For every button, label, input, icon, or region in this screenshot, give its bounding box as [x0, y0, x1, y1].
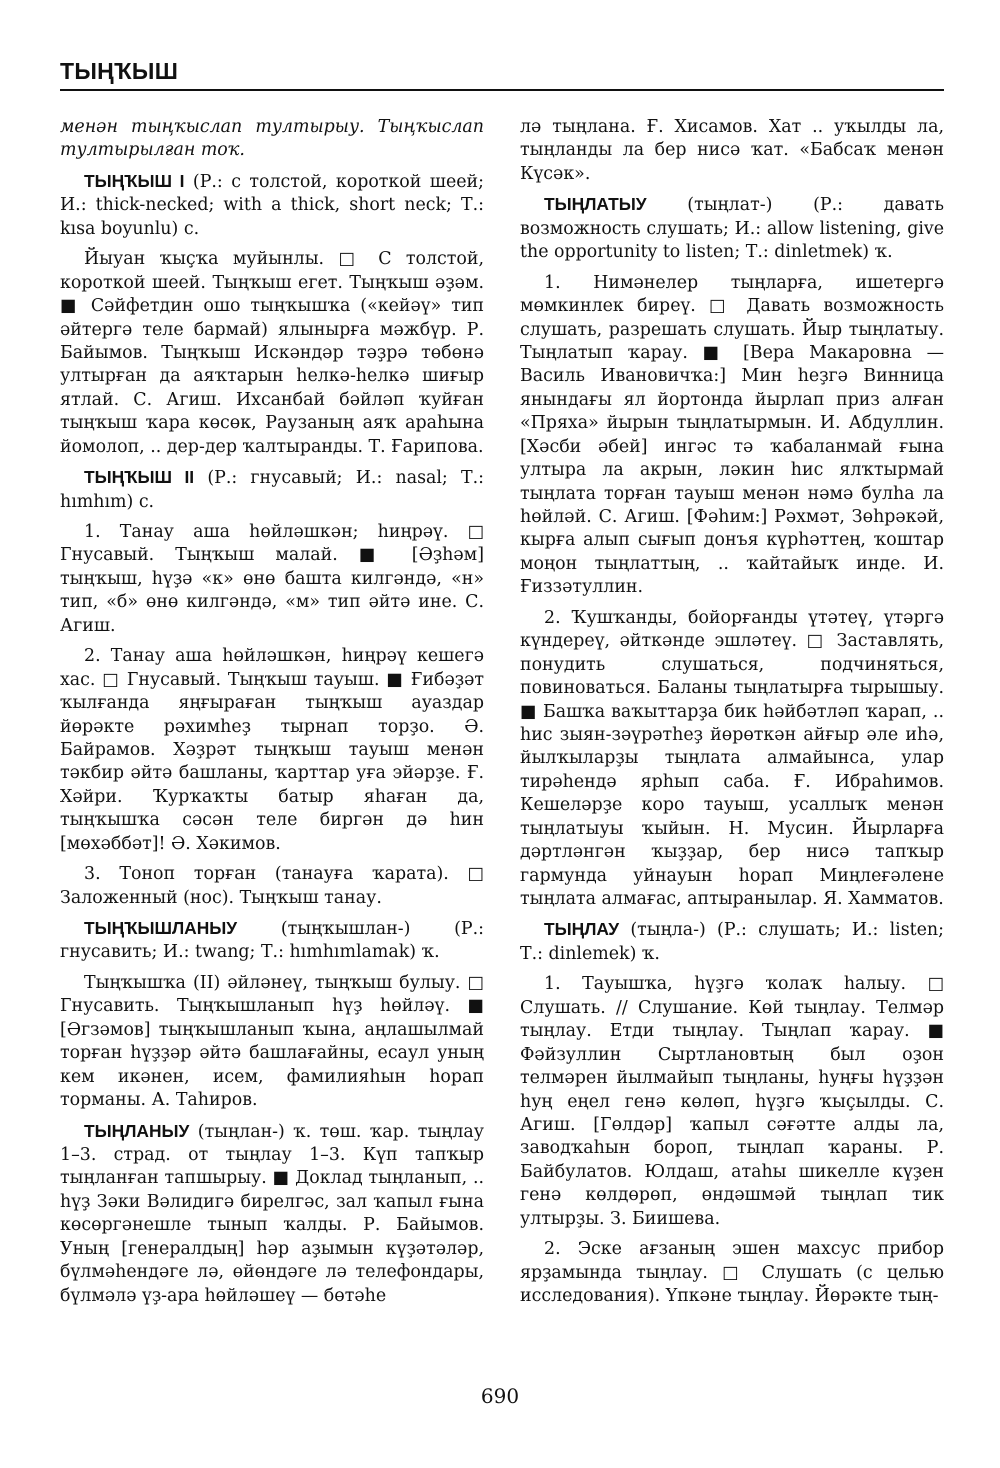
running-head: ТЫҢҠЫШ: [60, 58, 179, 84]
headword: ТЫҢЛАНЫУ: [84, 1120, 190, 1141]
sense-1: 1. Тауышҡа, һүҙгә ҡолаҡ һалыу. □ Слушать. // Слушание. Көй тыңлау. Телмәр тыңлау. Етди тыңлау. Тыңлап ҡарау. ■ Фәйзуллин Сыртлановтың был оҙон телмәрен йылмайып тыңланы, һуңғы һүҙҙән һуң еңел генә көлөп, һүҙгә ҡыҫылды. С. Агиш. [Гөлдәр] ҡапыл сәғәтте алды ла, заводҡаһын бороп, тыңлап ҡараны. Р. Байбулатов. Юлдаш, атаһы шикелле күҙен генә көлдөрөп, өндәшмәй тыңлап тик ултырҙы. З. Биишева.: [520, 974, 944, 1229]
sense-3: 3. Тоноп торған (танауға ҡарата). □ Заложенный (нос). Тыңҡыш танау.: [60, 864, 484, 908]
headword: ТЫҢЛАТЫУ: [544, 194, 647, 215]
entry-tynlau: [520, 918, 944, 966]
entry-head: (Р.: гнусавый; И.: nasal; Т.: hımhım) с.: [60, 468, 484, 512]
headword: ТЫҢЛАУ: [544, 919, 620, 940]
sense-2: 2. Танау аша һөйләшкән, һиңрәү кешегә хас. □ Гнусавый. Тыңҡыш тауыш. ■ Ғибәҙәт ҡылғанда яңғыраған тыңҡыш ауаздар йөрәкте рәхимһеҙ тырнап торҙо. Ә. Байрамов. Хәҙрәт тыңҡыш тауыш менән тәкбир әйтә башланы, ҡарттар уға эйәрҙе. Ғ. Хәйри. Ҡурҡаҡты батыр яһаған да, тыңҡышҡа сәсән теле биргән дә һин [мөхәббәт]! Ә. Хәкимов.: [60, 646, 484, 854]
entry-body: (тыңлан-) ҡ. төш. ҡар. тыңлау 1–3. страд. от тыңлау 1–3. Күп тапҡыр тыңланған тапшырыу. ■ Доклад тыңланып, .. һүҙ Зәки Вәлидигә бирелгәс, зал ҡапыл ғына көсөргәнешле тынып ҡалды. Р. Байымов. Уның [генералдың] һәр аҙымын күҙәтәләр, бүлмәһендәге лә, өйөндәге лә телефондары, бүлмәлә үҙ-ара һөйләшеү — бөтәһе: [60, 1121, 484, 1306]
left-column: [60, 116, 484, 1315]
entry-body: Тыңҡышҡа (II) әйләнеү, тыңҡыш булыу. □ Гнусавить. Тыңҡышланып һүҙ һөйләү. ■ [Әгзәмов] тыңҡышланып ҡына, аңлашылмай торған һүҙҙәр әйтә башлағайны, есаул уның кем икәнен, исем, фамилияһын һорап торманы. А. Таһиров.: [60, 972, 484, 1111]
sense-1: 1. Нимәнелер тыңларға, ишетергә мөмкинлек биреү. □ Давать возможность слушать, разрешать слушать. Йыр тыңлатыу. Тыңлатып ҡарау. ■ [Вера Макаровна — Василь Ивановичҡа:] Мин һеҙгә Винница янындағы ял йортонда йырлап приз алған «Пряха» йырын тыңлатырмын. И. Абдуллин. [Хәсби әбей] ингәс тә ҡабаланмай ғына ултыра ла акрын, ләкин һис ялҡтырмай тыңлата торған тауыш менән нәмә булһа ла һөйләй. С. Агиш. [Фәһим:] Рәхмәт, Зөһрәкәй, кырға алып сығып донъя күрһәттең, ҡоштар моңон тыңлаттың, .. ҡайтайыҡ инде. И. Ғиззәтуллин.: [520, 272, 944, 598]
entry-head: (Р.: с толстой, короткой шеей; И.: thick-necked; with a thick, short neck; Т.: kısa boyunlu) с.: [60, 171, 484, 239]
sense-2: 2. Ҡушҡанды, бойорғанды үтәтеү, үтәргә күндереү, әйткәнде эшләтеү. □ Заставлять, понудить слушаться, подчиняться, повиноваться. Баланы тыңлатырға тырышыу. ■ Башҡа ваҡыттарҙа бик һәйбәтләп ҡарап, .. һис зыян-зәүрәтһеҙ йөрөткән айғыр әле иһә, йылҡыларҙы тыңлата алмайынса, улар тирәһендә ярһып саба. Ғ. Ибраһимов. Кешеләрҙе коро тауыш, усаллыҡ менән тыңлатыуы ҡыйын. Н. Мусин. Йырларға дәртләнгән ҡыҙҙар, бер нисә тапҡыр гармунда уйнауын һорап Миңлеғәлене тыңлата алмағас, аптыранылар. Я. Хамматов.: [520, 607, 944, 909]
paragraph: менән тыңҡыслап тултырыу. Тыңҡыслап тултырылған тоҡ.: [60, 117, 484, 161]
headword: ТЫҢҠЫШ II: [84, 467, 195, 488]
entry-tynkysh-2: [60, 466, 484, 514]
headword: ТЫҢҠЫШЛАНЫУ: [84, 918, 238, 938]
entry-tynlatyu: [520, 193, 944, 264]
entry-tynkysh-1: [60, 170, 484, 241]
sense-1: 1. Танау аша һөйләшкән; һиңрәү. □ Гнусавый. Тыңҡыш малай. ■ [Әҙһәм] тыңҡыш, һүҙә «к» өнө башта килгәндә, «н» тип, «б» өнө килгәндә, «м» тип әйтә ине. С. Агиш.: [60, 522, 484, 636]
entry-head: (тыңҡышлан-) (Р.: гнусавить; И.: twang; Т.: hımhımlamak) ҡ.: [60, 919, 484, 963]
page-header: [60, 58, 944, 91]
paragraph: лә тыңлана. Ғ. Хисамов. Хат .. уҡылды ла, тыңланды ла бер нисә ҡат. «Бабсаҡ менән Күсәк».: [520, 117, 944, 184]
entry-body: Йыуан ҡыҫҡа муйынлы. □ С толстой, короткой шеей. Тыңҡыш егет. Тыңҡыш әҙәм. ■ Сәйфетдин ошо тыңҡышҡа («кейәү» тип әйтергә теле бармай) ялынырға мәжбүр. Р. Байымов. Тыңҡыш Искәндәр тәҙрә төбөнә ултырған да аяҡтарын һелкә-һелкә шиғыр ятлай. С. Агиш. Ихсанбай бәйләп ҡуйған тыңҡыш ҡара көсөк, Раузаның аяҡ араһына йомолоп, .. дер-дер ҡалтыранды. Т. Ғарипова.: [60, 249, 484, 457]
sense-2: 2. Эске ағзаның эшен махсус прибор ярҙамында тыңлау. □ Слушать (с целью исследования). Үпкәне тыңлау. Йөрәкте тың-: [520, 1239, 944, 1306]
right-column: [520, 116, 944, 1315]
entry-head: (тыңла-) (Р.: слушать; И.: listen; Т.: dinlemek) ҡ.: [520, 920, 944, 964]
page-number: 690: [480, 1384, 520, 1408]
headword: ТЫҢҠЫШ I: [84, 170, 185, 191]
entry-head: (тыңлат-) (Р.: давать возможность слушать; И.: allow listening, give the opportunity to listen; Т.: dinletmek) ҡ.: [520, 195, 944, 263]
entry-tynkyshlanyu: [60, 917, 484, 965]
entry-tynlanyu: [60, 1120, 484, 1309]
